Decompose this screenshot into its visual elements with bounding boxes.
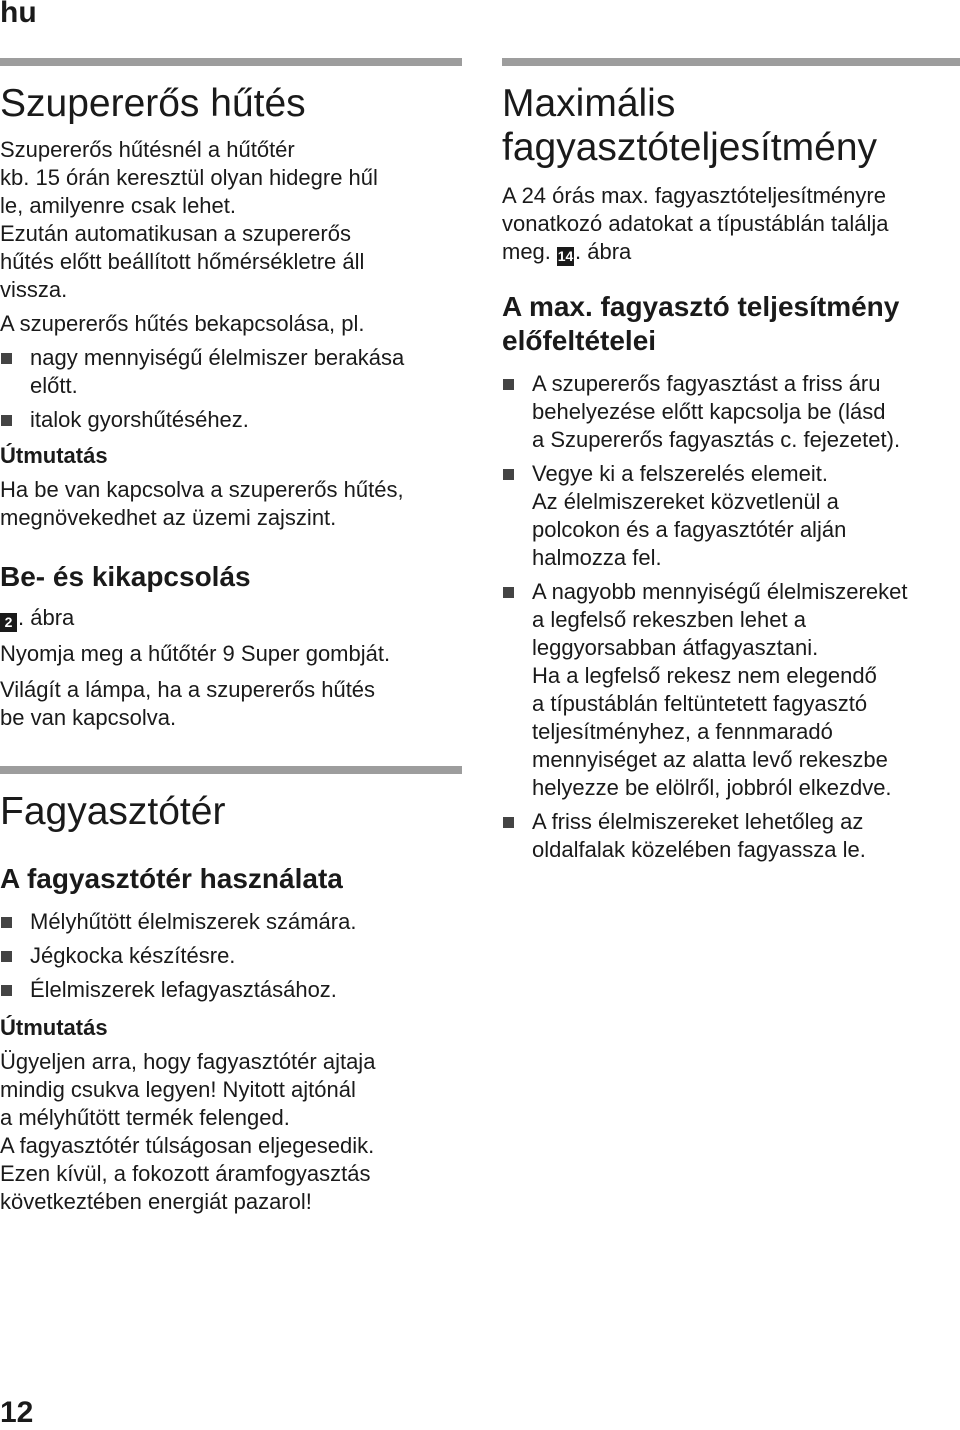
section-title-max-freezing: Maximális fagyasztóteljesítmény [502, 82, 878, 169]
section-divider [502, 58, 960, 66]
figure-number-badge: 2 [0, 613, 17, 632]
paragraph-rating-plate: A 24 órás max. fagyasztóteljesítményre vonatkozó adatokat a típustáblán találja meg. 14. ábra [502, 183, 889, 264]
page-number: 12 [0, 1396, 34, 1429]
list-item: A nagyobb mennyiségű élelmiszereket a legfelső rekeszben lehet a leggyorsabban átfagyasztani. Ha a legfelső rekesz nem elegendő a típustáblán feltüntetett fagyasztó teljesítményhez, a fennmaradó mennyiséget az alatta levő rekeszbe helyezze be elölről, jobbról elkezdve. [502, 578, 960, 802]
note-text-noise: Ha be van kapcsolva a szupererős hűtés, megnövekedhet az üzemi zajszint. [0, 477, 404, 530]
subsection-title-prerequisites: A max. fagyasztó teljesítmény előfeltételei [502, 291, 900, 356]
square-bullet-icon [1, 415, 12, 426]
list-item: italok gyorshűtéséhez. [0, 406, 462, 434]
list-item: Mélyhűtött élelmiszerek számára. [0, 908, 462, 936]
bullet-list-prerequisites [502, 370, 960, 864]
square-bullet-icon [1, 917, 12, 928]
list-item: A szupererős fagyasztást a friss áru behelyezése előtt kapcsolja be (lásd a Szupererős fagyasztás c. fejezetet). [502, 370, 960, 454]
list-item: Jégkocka készítésre. [0, 942, 462, 970]
subsection-title-freezer-usage: A fagyasztótér használata [0, 863, 343, 894]
section-divider [0, 58, 462, 66]
note-label: Útmutatás [0, 443, 108, 468]
square-bullet-icon [503, 587, 514, 598]
right-column [502, 58, 960, 864]
square-bullet-icon [503, 817, 514, 828]
square-bullet-icon [1, 985, 12, 996]
list-item: nagy mennyiségű élelmiszer berakása előtt. [0, 344, 462, 400]
paragraph-lamp: Világít a lámpa, ha a szupererős hűtés be van kapcsolva. [0, 677, 376, 730]
section-divider [0, 766, 462, 774]
list-item: Vegye ki a felszerelés elemeit. Az élelmiszereket közvetlenül a polcokon és a fagyasztótér alján halmozza fel. [502, 460, 960, 572]
subsection-title-on-off: Be- és kikapcsolás [0, 561, 251, 592]
section-title-super-cooling: Szupererős hűtés [0, 82, 306, 125]
note-text-door: Ügyeljen arra, hogy fagyasztótér ajtaja mindig csukva legyen! Nyitott ajtónál a mélyhűtött termék felenged. A fagyasztótér túlságosan eljegesedik. Ezen kívül, a fokozott áramfogyasztás következtében energiát pazarol! [0, 1049, 376, 1214]
bullet-list-activation [0, 344, 462, 434]
language-code: hu [0, 0, 37, 29]
note-label: Útmutatás [0, 1015, 108, 1040]
list-item: Élelmiszerek lefagyasztásához. [0, 976, 462, 1004]
square-bullet-icon [1, 951, 12, 962]
paragraph-press-button: Nyomja meg a hűtőtér 9 Super gombját. [0, 641, 391, 666]
figure-number-badge: 14 [557, 248, 574, 264]
square-bullet-icon [1, 353, 12, 364]
square-bullet-icon [503, 469, 514, 480]
paragraph-super-cooling-intro: Szupererős hűtésnél a hűtőtér kb. 15 órán keresztül olyan hidegre hűl le, amilyenre csak lehet. Ezután automatikusan a szupererős hűtés előtt beállított hőmérsékletre áll vissza. [0, 137, 378, 302]
list-item: A friss élelmiszereket lehetőleg az oldalfalak közelében fagyassza le. [502, 808, 960, 864]
figure-reference: 2 . ábra [0, 604, 462, 632]
paragraph-activation: A szupererős hűtés bekapcsolása, pl. [0, 311, 365, 336]
left-column [0, 58, 462, 1216]
square-bullet-icon [503, 379, 514, 390]
section-title-freezer: Fagyasztótér [0, 790, 226, 833]
bullet-list-freezer-usage [0, 908, 462, 1004]
